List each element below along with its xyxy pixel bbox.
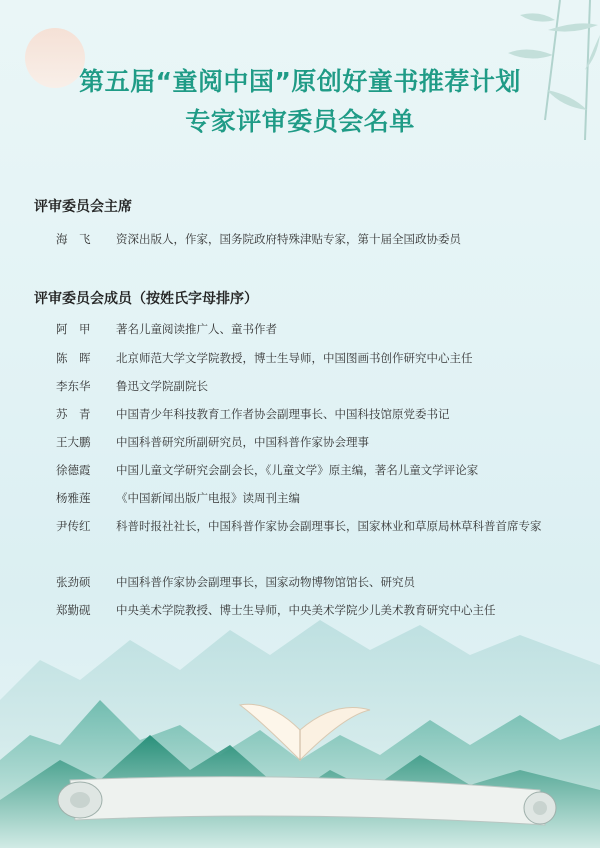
chair-section-heading: 评审委员会主席	[34, 199, 132, 215]
member-desc: 鲁迅文学院副院长	[116, 379, 208, 393]
member-name: 海 飞	[56, 232, 91, 246]
members-section-heading: 评审委员会成员（按姓氏字母排序）	[34, 291, 258, 307]
member-name: 尹传红	[56, 519, 91, 533]
member-desc: 中国科普作家协会副理事长，国家动物博物馆馆长、研究员	[116, 575, 415, 589]
page-title-line2: 专家评审委员会名单	[185, 107, 415, 136]
member-desc: 《中国新闻出版广电报》读周刊主编	[116, 491, 300, 505]
member-desc: 资深出版人，作家，国务院政府特殊津贴专家，第十届全国政协委员	[116, 232, 461, 246]
member-name: 郑勤砚	[56, 603, 91, 617]
member-desc: 中国科普研究所副研究员，中国科普作家协会理事	[116, 435, 369, 449]
member-name: 杨雅莲	[56, 491, 91, 505]
member-desc: 科普时报社社长，中国科普作家协会副理事长，国家林业和草原局林草科普首席专家	[116, 519, 542, 533]
member-name: 王大鹏	[56, 435, 91, 449]
member-desc: 中央美术学院教授、博士生导师，中央美术学院少儿美术教育研究中心主任	[116, 603, 496, 617]
member-name: 张劲硕	[56, 575, 91, 589]
member-desc: 北京师范大学文学院教授，博士生导师，中国图画书创作研究中心主任	[116, 351, 473, 365]
member-name: 李东华	[56, 379, 91, 393]
member-name: 徐德霞	[56, 463, 91, 477]
member-desc: 著名儿童阅读推广人、童书作者	[116, 322, 277, 336]
page-title-line1: 第五届“童阅中国”原创好童书推荐计划	[79, 67, 521, 96]
member-name: 阿 甲	[56, 322, 91, 336]
member-name: 苏 青	[56, 407, 91, 421]
member-desc: 中国儿童文学研究会副会长，《儿童文学》原主编，著名儿童文学评论家	[116, 463, 479, 477]
member-desc: 中国青少年科技教育工作者协会副理事长、中国科技馆原党委书记	[116, 407, 450, 421]
member-name: 陈 晖	[56, 351, 91, 365]
